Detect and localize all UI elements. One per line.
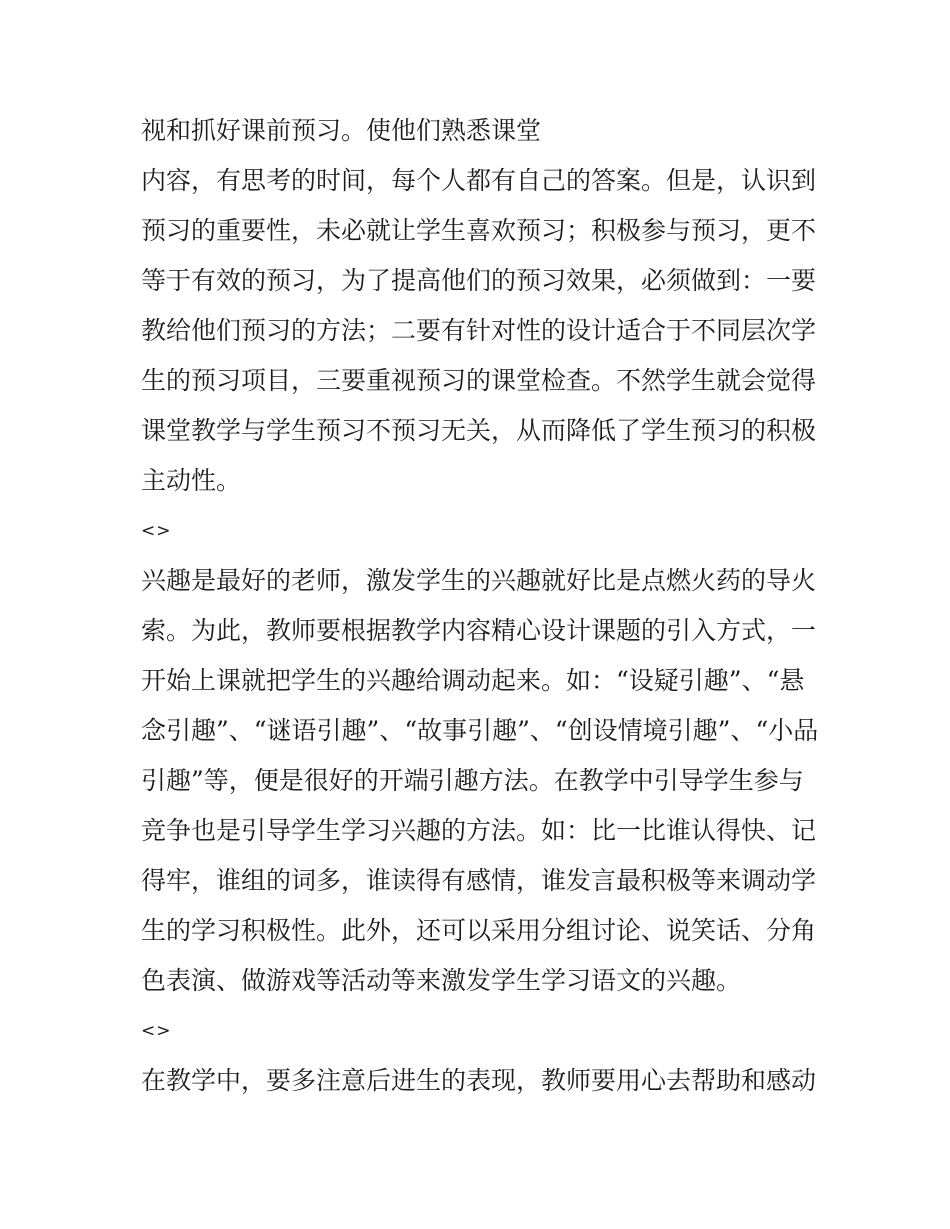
text-line: 教给他们预习的方法；二要有针对性的设计适合于不同层次学 — [141, 316, 817, 345]
text-line: 兴趣是最好的老师，激发学生的兴趣就好比是点燃火药的导火 — [141, 566, 817, 595]
text-line: 得牢，谁组的词多，谁读得有感情，谁发言最积极等来调动学 — [141, 866, 817, 895]
paragraph-underachievers — [141, 1056, 821, 1106]
document-body — [141, 106, 821, 1106]
text-line: 视和抓好课前预习。使他们熟悉课堂 — [141, 116, 542, 145]
text-line: 色表演、做游戏等活动等来激发学生学习语文的兴趣。 — [141, 966, 742, 995]
paragraph-preview — [141, 106, 821, 506]
text-line: 内容，有思考的时间，每个人都有自己的答案。但是，认识到 — [141, 166, 817, 195]
text-line: 竞争也是引导学生学习兴趣的方法。如：比一比谁认得快、记 — [141, 816, 817, 845]
text-line: 索。为此，教师要根据教学内容精心设计课题的引入方式，一 — [141, 616, 817, 645]
text-line: 在教学中，要多注意后进生的表现，教师要用心去帮助和感动 — [141, 1066, 817, 1095]
text-line: 生的预习项目，三要重视预习的课堂检查。不然学生就会觉得 — [141, 366, 817, 395]
text-line: 引趣”等，便是很好的开端引趣方法。在教学中引导学生参与 — [141, 766, 804, 795]
text-line: 念引趣”、“谜语引趣”、“故事引趣”、“创设情境引趣”、“小品 — [141, 716, 819, 745]
text-line: 主动性。 — [141, 466, 242, 495]
text-line: 开始上课就把学生的兴趣给调动起来。如：“设疑引趣”、“悬 — [141, 666, 805, 695]
section-marker: <> — [141, 1021, 172, 1041]
section-marker: <> — [141, 521, 172, 541]
text-line: 预习的重要性，未必就让学生喜欢预习；积极参与预习，更不 — [141, 216, 817, 245]
text-line: 生的学习积极性。此外，还可以采用分组讨论、说笑话、分角 — [141, 916, 817, 945]
text-line: 等于有效的预习，为了提高他们的预习效果，必须做到：一要 — [141, 266, 817, 295]
text-line: 课堂教学与学生预习不预习无关，从而降低了学生预习的积极 — [141, 416, 817, 445]
paragraph-interest — [141, 556, 821, 1006]
